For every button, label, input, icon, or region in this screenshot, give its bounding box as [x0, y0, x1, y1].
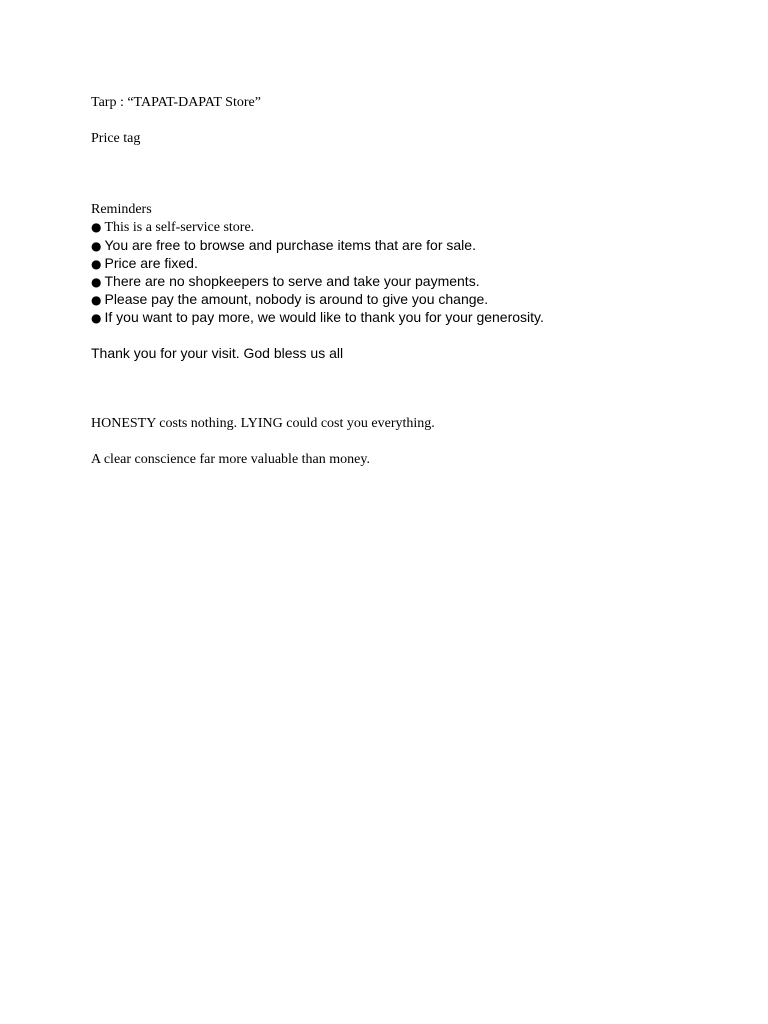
reminder-text: Please pay the amount, nobody is around to give you change. — [104, 291, 489, 307]
reminder-item — [91, 308, 544, 327]
reminder-text: This is a self-service store. — [104, 220, 255, 235]
bullet-icon: ● — [91, 239, 102, 253]
reminder-item — [91, 272, 480, 291]
reminder-item — [91, 290, 488, 309]
tarp-line: Tarp : “TAPAT-DAPAT Store” — [91, 95, 261, 110]
conscience-line: A clear conscience far more valuable than money. — [91, 452, 370, 467]
bullet-icon: ● — [91, 220, 102, 234]
reminder-item — [91, 254, 198, 273]
reminder-item — [91, 236, 476, 255]
price-tag-label: Price tag — [91, 131, 141, 146]
reminders-heading: Reminders — [91, 202, 152, 217]
reminder-item — [91, 218, 254, 237]
bullet-icon: ● — [91, 311, 102, 325]
reminder-text: If you want to pay more, we would like to thank you for your generosity. — [104, 309, 544, 325]
reminder-text: You are free to browse and purchase items that are for sale. — [104, 237, 476, 253]
reminder-text: There are no shopkeepers to serve and take your payments. — [104, 273, 480, 289]
reminder-text: Price are fixed. — [104, 255, 198, 271]
thanks-line: Thank you for your visit. God bless us all — [91, 345, 344, 361]
bullet-icon: ● — [91, 293, 102, 307]
honesty-line: HONESTY costs nothing. LYING could cost you everything. — [91, 416, 435, 431]
bullet-icon: ● — [91, 275, 102, 289]
bullet-icon: ● — [91, 257, 102, 271]
